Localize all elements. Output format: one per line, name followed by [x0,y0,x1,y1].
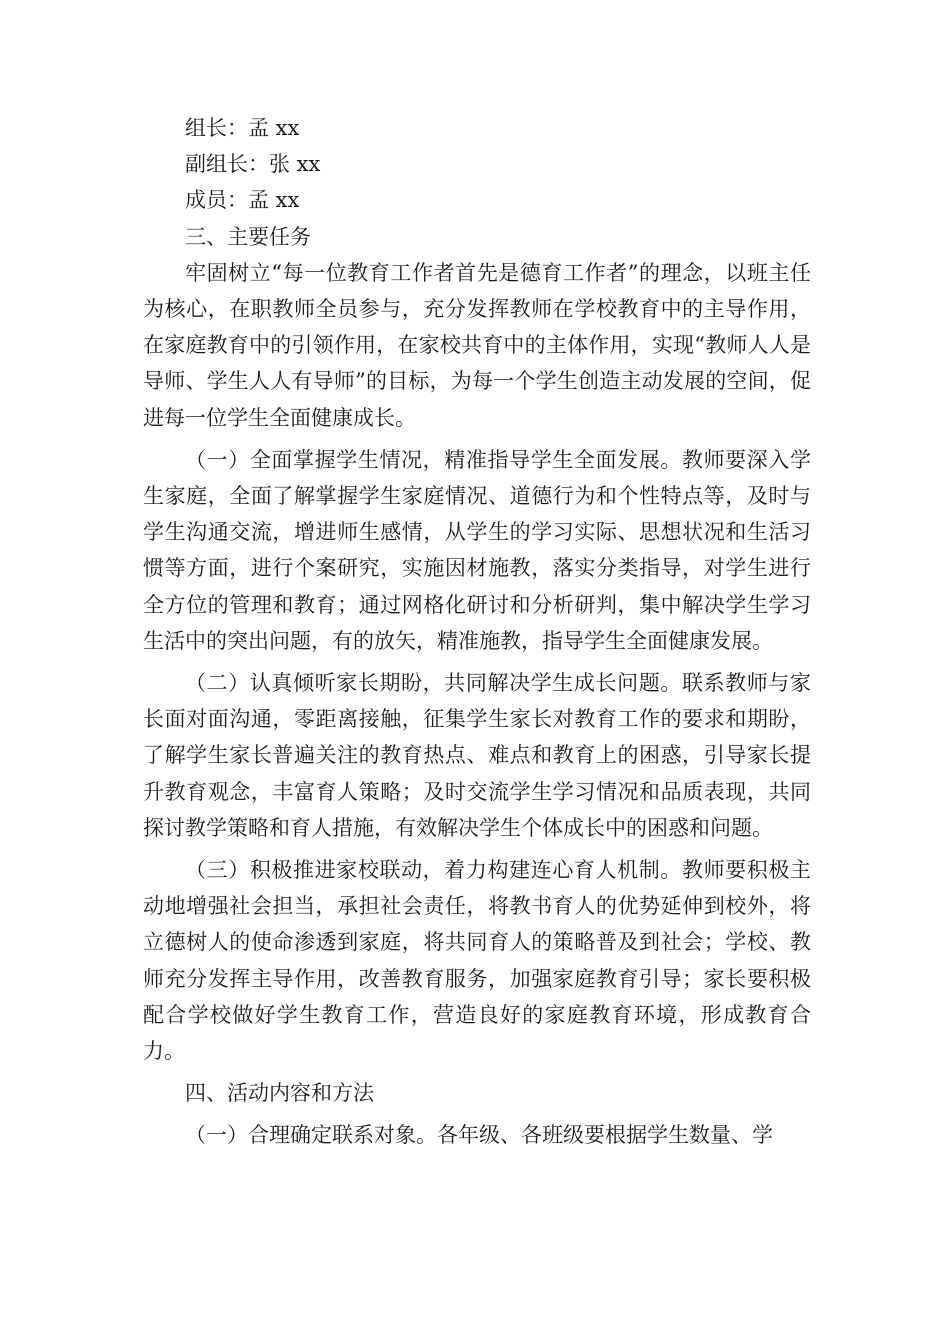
section-3-intro-paragraph: 牢固树立“每一位教育工作者首先是德育工作者”的理念，以班主任为核心，在职教师全员参与，充分发挥教师在学校教育中的主导作用，在家庭教育中的引领作用，在家校共育中的主体作用，实现“教师人人是导师、学生人人有导师”的目标，为每一个学生创造主动发展的空间，促进每一位学生全面健康成长。 [143,260,811,430]
section-3-item-3-paragraph: （三）积极推进家校联动，着力构建连心育人机制。教师要积极主动地增强社会担当，承担社会责任，将教书育人的优势延伸到校外，将立德树人的使命渗透到家庭，将共同育人的策略普及到社会；学校、教师充分发挥主导作用，改善教育服务，加强家庭教育引导；家长要积极配合学校做好学生教育工作，营造良好的家庭教育环境，形成教育合力。 [143,858,811,1064]
member-line: 成员：孟 xx [185,188,300,213]
section-4-heading: 四、活动内容和方法 [185,1081,374,1106]
group-leader-line: 组长：孟 xx [185,116,300,140]
deputy-leader-line: 副组长：张 xx [185,152,321,177]
section-3-item-2-paragraph: （二）认真倾听家长期盼，共同解决学生成长问题。联系教师与家长面对面沟通，零距离接触，征集学生家长对教育工作的要求和期盼，了解学生家长普遍关注的教育热点、难点和教育上的困惑，引导家长提升教育观念，丰富育人策略；及时交流学生学习情况和品质表现，共同探讨教学策略和育人措施，有效解决学生个体成长中的困惑和问题。 [143,671,811,840]
section-3-item-1-paragraph: （一）全面掌握学生情况，精准指导学生全面发展。教师要深入学生家庭，全面了解掌握学生家庭情况、道德行为和个性特点等，及时与学生沟通交流，增进师生感情，从学生的学习实际、思想状况和生活习惯等方面，进行个案研究，实施因材施教，落实分类指导，对学生进行全方位的管理和教育；通过网格化研讨和分析研判，集中解决学生学习生活中的突出问题，有的放矢，精准施教，指导学生全面健康发展。 [143,447,811,653]
section-4-item-1-paragraph: （一）合理确定联系对象。各年级、各班级要根据学生数量、学 [185,1123,773,1148]
document-body [143,110,811,1154]
section-3-heading: 三、主要任务 [185,224,311,249]
